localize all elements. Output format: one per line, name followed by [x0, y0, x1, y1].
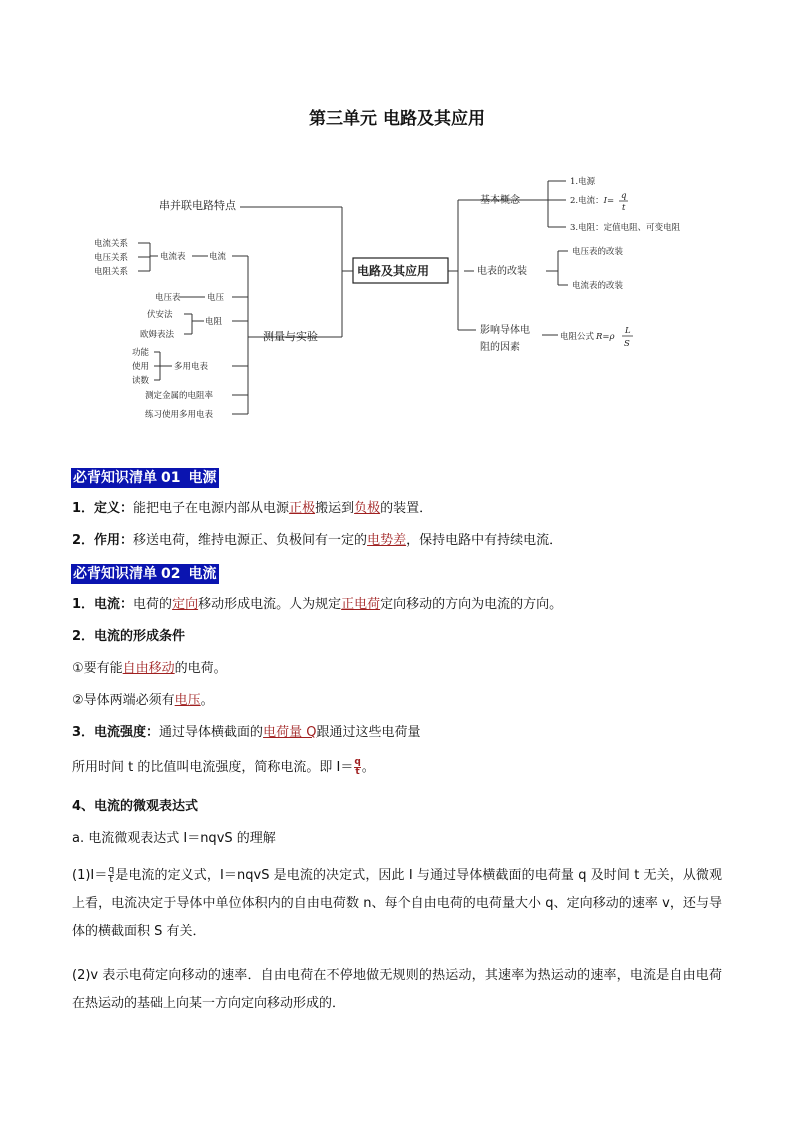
mm-basic-concepts: 基本概念	[480, 195, 520, 206]
mm-current: 电流	[209, 252, 227, 262]
mm-branch-measurement: 测量与实验	[263, 330, 318, 343]
mm-current-relation: 电流关系	[94, 239, 129, 249]
mm-voltage: 电压	[207, 293, 225, 303]
mm-voltage-relation: 电压关系	[94, 253, 129, 263]
mm-current-num: q	[621, 191, 627, 201]
mm-factors-2: 阻的因素	[480, 342, 520, 353]
mm-ammeter: 电流表	[160, 252, 186, 262]
section-number: 02	[161, 566, 181, 582]
section-tag: 必背知识清单	[73, 470, 157, 486]
section-name: 电源	[180, 468, 219, 488]
s2-condition-2: ②导体两端必须有电压。	[72, 693, 214, 708]
s2-para-1: (1)I＝ $\frac{q}{t}$ 是电流的定义式，I＝nqvS 是电流的决定式，因此 I 与通过导体横截面的电荷量 q 及时间 t 无关，从微观上看，电流决定于导体中单位体积内的自由电荷数 n、每个自由电荷的电荷量大小 q、定向移动的速率 v，还与导体的横截面积 S 有关．	[72, 865, 722, 939]
mm-meter-modification: 电表的改装	[477, 266, 527, 277]
mm-voltmeter-mod: 电压表的改装	[572, 247, 624, 257]
page-title: 第三单元 电路及其应用	[309, 109, 485, 129]
mm-resistivity: 测定金属的电阻率	[145, 391, 214, 401]
mm-formula-num: L	[625, 326, 631, 336]
mm-current-den: t	[622, 203, 626, 213]
s2-condition-1: ①要有能自由移动的电荷。	[72, 661, 227, 676]
mm-resistance: 电阻	[205, 317, 223, 327]
section-header-02	[71, 563, 219, 585]
mm-resistance-formula: 电阻公式 R=ρ	[560, 332, 615, 342]
mm-branch-series-parallel: 串并联电路特点	[159, 199, 236, 212]
mm-resistance-relation: 电阻关系	[94, 267, 129, 277]
section-tag: 必背知识清单	[73, 566, 157, 582]
mm-power-source: 1.电源	[570, 177, 596, 187]
mind-map	[0, 0, 794, 430]
s2-current-def: 1．电流：电荷的定向移动形成电流。人为规定正电荷定向移动的方向为电流的方向。	[72, 597, 563, 612]
mm-resistance-types: 3.电阻：定值电阻、可变电阻	[570, 223, 681, 233]
s2-intensity-cont: 所用时间 t 的比值叫电流强度，简称电流。即 I＝ $\frac{q}{t}$ 。	[72, 757, 375, 777]
mm-ammeter-mod: 电流表的改装	[572, 281, 624, 291]
mm-ohmmeter-method: 欧姆表法	[140, 330, 175, 340]
s1-function: 2．作用：移送电荷，维持电源正、负极间有一定的电势差，保持电路中有持续电流．	[72, 533, 563, 548]
s2-para-2: (2)v 表示电荷定向移动的速率．自由电荷在不停地做无规则的热运动，其速率为热运动的速率，电流是自由电荷在热运动的基础上向某一方向定向移动形成的．	[72, 968, 722, 1011]
mm-usage: 使用	[132, 362, 150, 372]
mm-function: 功能	[132, 348, 150, 358]
fraction-q-over-t: $\frac{q}{t}$	[354, 757, 361, 777]
mm-current-def: 2.电流：I=	[570, 196, 615, 206]
s2-micro-heading: 4、电流的微观表达式	[72, 799, 199, 814]
section-number: 01	[161, 470, 181, 486]
mm-formula-den: S	[624, 339, 630, 349]
mm-va-method: 伏安法	[147, 310, 173, 320]
mm-practice-multimeter: 练习使用多用电表	[145, 410, 214, 420]
section-name: 电流	[180, 564, 219, 584]
mm-voltmeter: 电压表	[155, 293, 181, 303]
section-header-01	[71, 467, 219, 489]
mm-factors-1: 影响导体电	[480, 325, 530, 336]
mm-reading: 读数	[132, 376, 150, 386]
s2-micro-a: a. 电流微观表达式 I＝nqvS 的理解	[72, 831, 276, 846]
s1-definition: 1．定义：能把电子在电源内部从电源正极搬运到负极的装置．	[72, 501, 433, 516]
s2-condition-heading: 2．电流的形成条件	[72, 629, 186, 644]
mm-center-node: 电路及其应用	[357, 264, 430, 278]
mm-multimeter: 多用电表	[174, 362, 209, 372]
s2-intensity: 3．电流强度：通过导体横截面的电荷量 Q跟通过这些电荷量	[72, 725, 421, 740]
fraction-q-over-t-2: $\frac{q}{t}$	[108, 865, 115, 885]
